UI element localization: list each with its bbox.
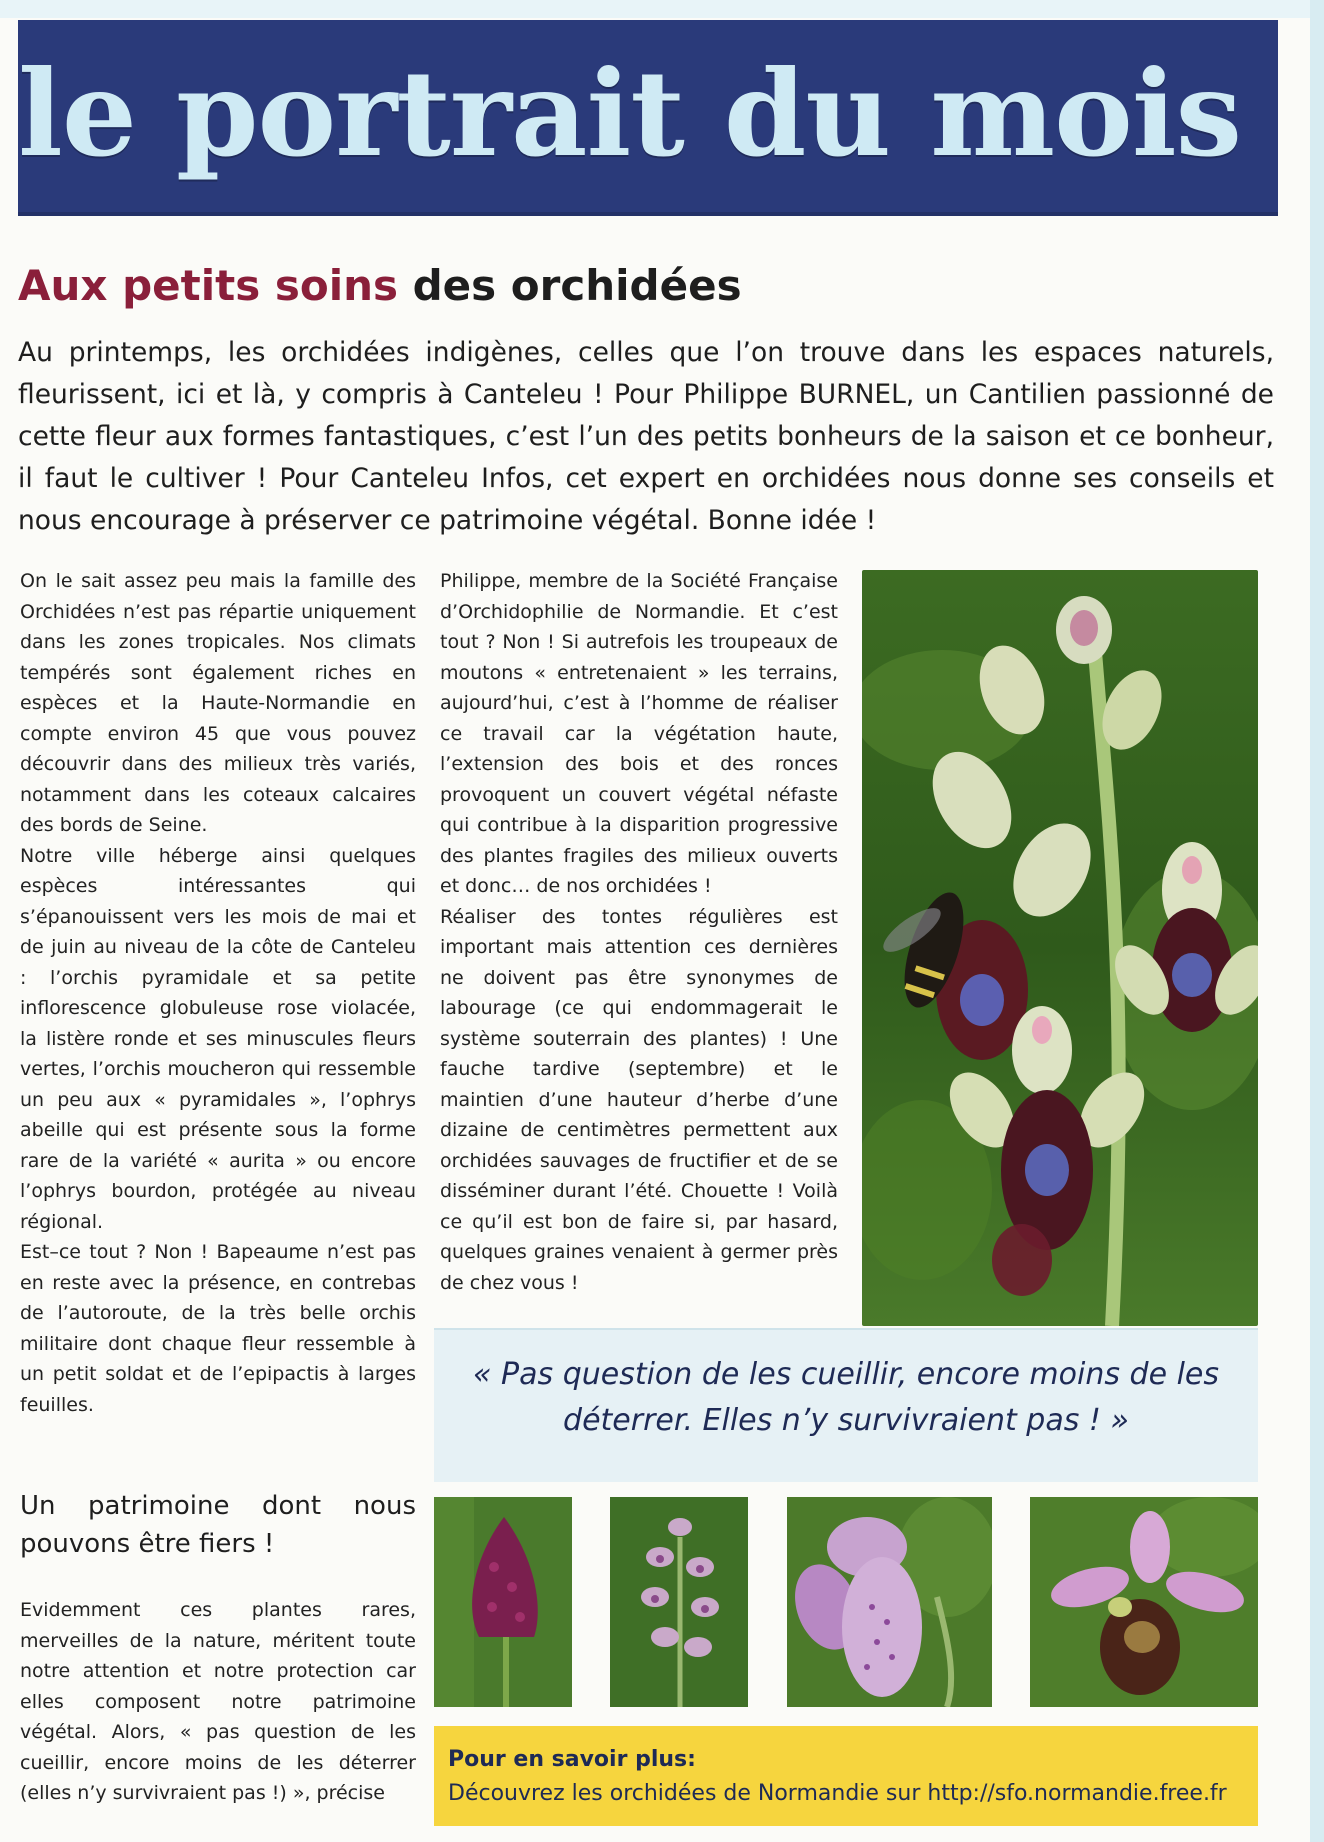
pull-quote-box bbox=[434, 1328, 1258, 1482]
orchid-photo-bee-ophrys bbox=[1030, 1497, 1258, 1707]
orchid-photo-closeup bbox=[787, 1497, 992, 1707]
more-info-title: Pour en savoir plus: bbox=[448, 1747, 696, 1772]
orchid-photo-pyramidal bbox=[434, 1497, 572, 1707]
article-column-1 bbox=[20, 566, 416, 1420]
pull-quote: « Pas question de les cueillir, encore moins de les déterrer. Elles n’y survivraient pas ! » bbox=[473, 1357, 1219, 1438]
headline-accent: Aux petits soins bbox=[18, 261, 398, 310]
article-column-2 bbox=[440, 566, 838, 1298]
article-headline bbox=[18, 256, 1278, 316]
section-subheading: Un patrimoine dont nous pouvons être fiers ! bbox=[20, 1491, 416, 1559]
paragraph: Evidemment ces plantes rares, merveilles de la nature, méritent toute notre attention et notre protection car elles composent notre patrimoine végétal. Alors, « pas question de les cueillir, encore moins de les déterrer (elles n’y survivraient pas !) », précise bbox=[20, 1599, 416, 1804]
article-column-1-continued bbox=[20, 1595, 416, 1809]
more-info-text: Découvrez les orchidées de Normandie sur http://sfo.normandie.free.fr bbox=[448, 1781, 1227, 1806]
paragraph: On le sait assez peu mais la famille des Orchidées n’est pas répartie uniquement dans les zones tropicales. Nos climats tempérés sont également riches en espèces et la Haute-Normandie en compte environ 45 que vous pouvez découvrir dans des milieux très variés, notamment dans les coteaux calcaires des bords de Seine. bbox=[20, 570, 416, 836]
paragraph: Réaliser des tontes régulières est important mais attention ces dernières ne doivent pas être synonymes de labourage (ce qui endommagerait le système souterrain des plantes) ! Une fauche tardive (septembre) et le maintien d’une hauteur d’herbe d’une dizaine de centimètres permettent aux orchidées sauvages de fructifier et de se disséminer durant l’été. Chouette ! Voilà ce qu’il est bon de faire si, par hasard, quelques graines venaient à germer près de chez vous ! bbox=[440, 905, 838, 1294]
headline-rest: des orchidées bbox=[398, 261, 742, 310]
article-lead: Au printemps, les orchidées indigènes, celles que l’on trouve dans les espaces naturels, fleurissent, ici et là, y compris à Canteleu ! Pour Philippe BURNEL, un Cantilien passionné de cette fleur aux formes fantastiques, c’est l’un des petits bonheurs de la saison et ce bonheur, il faut le cultiver ! Pour Canteleu Infos, cet expert en orchidées nous donne ses conseils et nous encourage à préserver ce patrimoine végétal. Bonne idée ! bbox=[18, 337, 1274, 536]
paragraph: Philippe, membre de la Société Française d’Orchidophilie de Normandie. Et c’est tout ? Non ! Si autrefois les troupeaux de moutons « entretenaient » les terrains, aujourd’hui, c’est à l’homme de réaliser ce travail car la végétation haute, l’extension des bois et des ronces provoquent un couvert végétal néfaste qui contribue à la disparition progressive des plantes fragiles des milieux ouverts et donc… de nos orchidées ! bbox=[440, 570, 838, 897]
orchid-photo-military bbox=[610, 1497, 748, 1707]
section-banner bbox=[18, 20, 1278, 216]
paragraph: Notre ville héberge ainsi quelques espèces intéressantes qui s’épanouissent vers les mois de mai et de juin au niveau de la côte de Canteleu : l’orchis pyramidale et sa petite inflorescence globuleuse rose violacée, la listère ronde et ses minuscules fleurs vertes, l’orchis moucheron qui ressemble un peu aux « pyramidales », l’ophrys abeille qui est présente sous la forme rare de la variété « aurita » ou encore l’ophrys bourdon, protégée au niveau régional. bbox=[20, 844, 416, 1233]
orchid-main-photo bbox=[862, 570, 1258, 1326]
page-right-edge bbox=[1310, 0, 1324, 1842]
more-info-box bbox=[434, 1726, 1258, 1826]
page-top-strip bbox=[0, 0, 1324, 18]
paragraph: Est–ce tout ? Non ! Bapeaume n’est pas en reste avec la présence, en contrebas de l’autoroute, de la très belle orchis militaire dont chaque fleur ressemble à un petit soldat et de l’epipactis à larges feuilles. bbox=[20, 1241, 416, 1416]
banner-title: le portrait du mois bbox=[18, 44, 1242, 183]
